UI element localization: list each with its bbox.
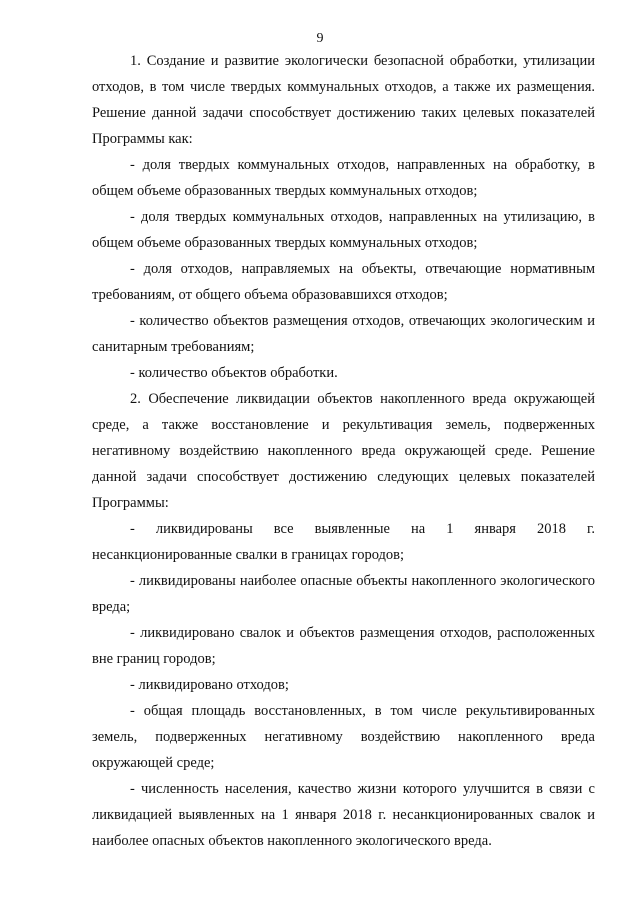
indicator-item: - численность населения, качество жизни которого улучшится в связи с ликвидацией выявленных на 1 января 2018 г. несанкционированных свалок и наиболее опасных объектов накопленного экологического вреда. [92,781,595,849]
task-2-paragraph: 2. Обеспечение ликвидации объектов накопленного вреда окружающей среде, а также восстановление и рекультивация земель, подверженных негативному воздействию накопленного вреда окружающей среде. Решение данной задачи способствует достижению следующих целевых показателей Программы: [92,391,595,511]
indicator-item: - количество объектов обработки. [130,365,338,381]
page-number: 9 [316,31,324,46]
indicator-item: - ликвидировано отходов; [130,677,289,693]
task-1-paragraph: 1. Создание и развитие экологически безопасной обработки, утилизации отходов, в том числе твердых коммунальных отходов, а также их размещения. Решение данной задачи способствует достижению таких целевых показателей Программы как: [92,53,595,147]
indicator-item: - доля твердых коммунальных отходов, направленных на утилизацию, в общем объеме образованных твердых коммунальных отходов; [92,209,595,251]
indicator-item: - ликвидированы все выявленные на 1 января 2018 г. несанкционированные свалки в границах городов; [92,521,595,563]
indicator-item: - ликвидированы наиболее опасные объекты накопленного экологического вреда; [92,573,595,615]
indicator-item: - общая площадь восстановленных, в том числе рекультивированных земель, подверженных негативному воздействию накопленного вреда окружающей среде; [92,703,595,771]
indicator-item: - ликвидировано свалок и объектов размещения отходов, расположенных вне границ городов; [92,625,595,667]
indicator-item: - доля отходов, направляемых на объекты, отвечающие нормативным требованиям, от общего объема образовавшихся отходов; [92,261,595,303]
indicator-item: - доля твердых коммунальных отходов, направленных на обработку, в общем объеме образованных твердых коммунальных отходов; [92,157,595,199]
indicator-item: - количество объектов размещения отходов, отвечающих экологическим и санитарным требованиям; [92,313,595,355]
document-body [92,48,595,854]
